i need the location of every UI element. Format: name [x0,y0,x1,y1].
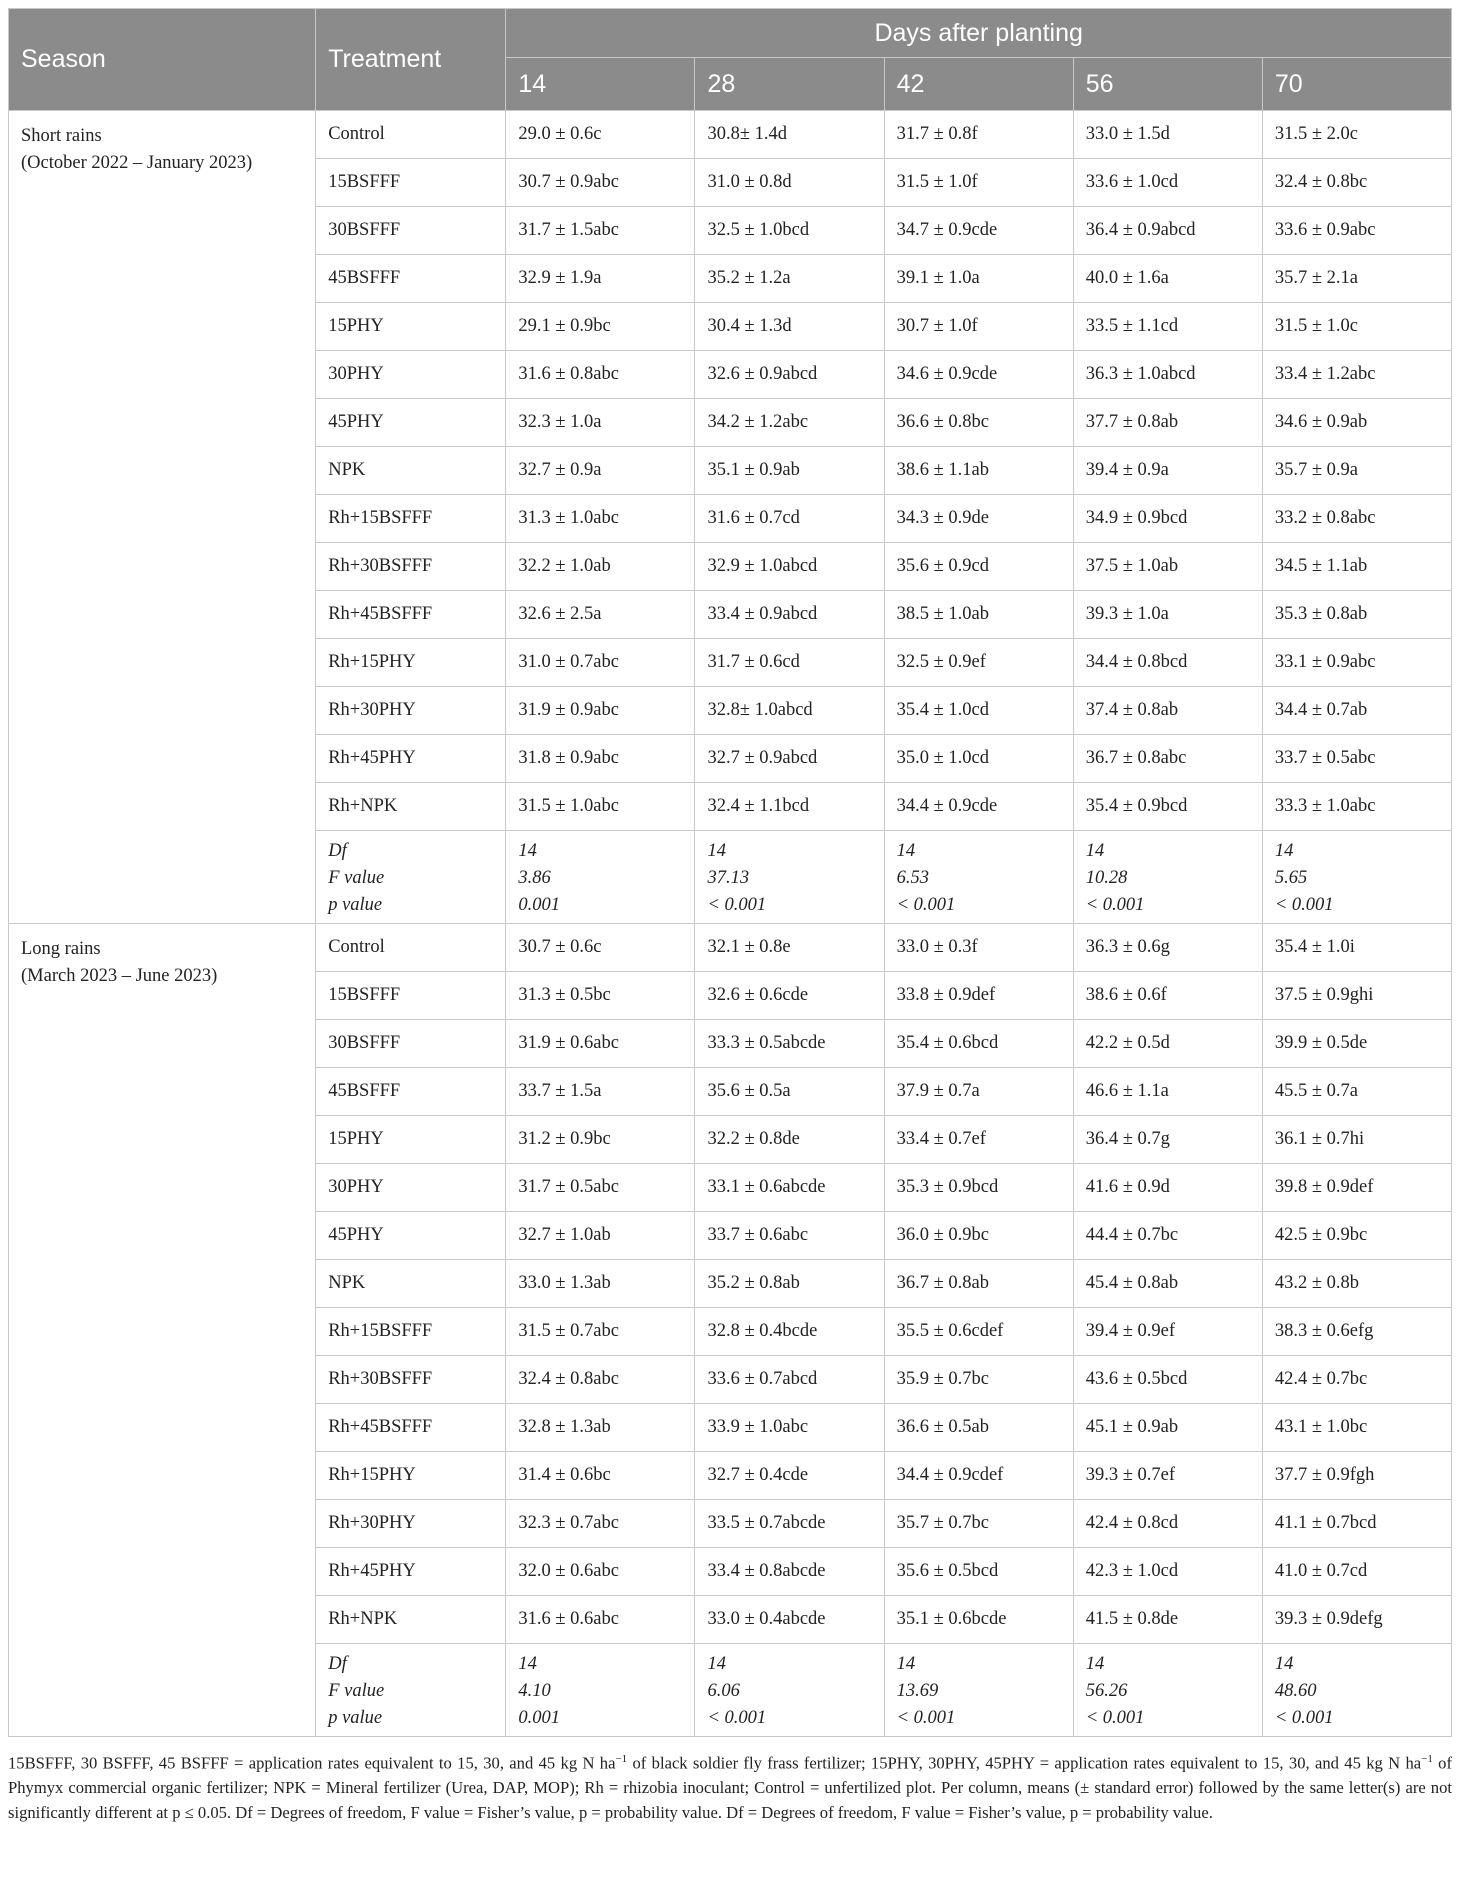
stats-value-cell [884,1644,1073,1737]
value-cell: 42.3 ± 1.0cd [1073,1548,1262,1596]
value-cell: 36.7 ± 0.8ab [884,1260,1073,1308]
treatment-cell: Rh+45PHY [316,735,506,783]
treatment-cell: 15PHY [316,303,506,351]
value-cell: 33.3 ± 1.0abc [1262,783,1451,831]
value-cell: 34.4 ± 0.9cde [884,783,1073,831]
value-cell: 32.2 ± 1.0ab [506,543,695,591]
treatment-cell: Rh+30BSFFF [316,1356,506,1404]
value-cell: 39.3 ± 0.9defg [1262,1596,1451,1644]
value-cell: 34.6 ± 0.9cde [884,351,1073,399]
value-cell: 37.5 ± 0.9ghi [1262,972,1451,1020]
value-cell: 33.4 ± 0.7ef [884,1116,1073,1164]
stats-value: 56.26 [1085,1680,1128,1701]
value-cell: 32.6 ± 2.5a [506,591,695,639]
treatment-cell: 30BSFFF [316,1020,506,1068]
value-cell: 43.2 ± 0.8b [1262,1260,1451,1308]
value-cell: 31.5 ± 1.0c [1262,303,1451,351]
value-cell: 30.4 ± 1.3d [695,303,884,351]
value-cell: 31.4 ± 0.6bc [506,1452,695,1500]
value-cell: 34.6 ± 0.9ab [1262,399,1451,447]
value-cell: 32.0 ± 0.6abc [506,1548,695,1596]
value-cell: 36.6 ± 0.8bc [884,399,1073,447]
value-cell: 45.4 ± 0.8ab [1073,1260,1262,1308]
value-cell: 34.3 ± 0.9de [884,495,1073,543]
season-period: (March 2023 – June 2023) [21,966,218,986]
stats-value-cell [1262,1644,1451,1737]
value-cell: 29.1 ± 0.9bc [506,303,695,351]
stats-label: Df [328,840,347,861]
table-row [9,924,1452,972]
treatment-cell: 45PHY [316,399,506,447]
value-cell: 31.9 ± 0.6abc [506,1020,695,1068]
value-cell: 35.9 ± 0.7bc [884,1356,1073,1404]
value-cell: 39.9 ± 0.5de [1262,1020,1451,1068]
value-cell: 33.5 ± 0.7abcde [695,1500,884,1548]
stats-value: < 0.001 [896,1707,956,1728]
stats-value: < 0.001 [896,894,956,915]
value-cell: 36.4 ± 0.7g [1073,1116,1262,1164]
value-cell: 41.5 ± 0.8de [1073,1596,1262,1644]
value-cell: 32.4 ± 1.1bcd [695,783,884,831]
treatment-cell: Rh+NPK [316,1596,506,1644]
stats-value: 0.001 [518,894,560,915]
value-cell: 33.4 ± 1.2abc [1262,351,1451,399]
value-cell: 35.7 ± 2.1a [1262,255,1451,303]
value-cell: 31.6 ± 0.8abc [506,351,695,399]
value-cell: 35.2 ± 0.8ab [695,1260,884,1308]
value-cell: 35.1 ± 0.6bcde [884,1596,1073,1644]
treatment-cell: 30PHY [316,1164,506,1212]
value-cell: 33.7 ± 0.6abc [695,1212,884,1260]
stats-value: 6.53 [896,867,929,888]
stats-value: 4.10 [518,1680,551,1701]
value-cell: 31.5 ± 1.0abc [506,783,695,831]
treatment-cell: 45PHY [316,1212,506,1260]
value-cell: 31.0 ± 0.8d [695,159,884,207]
value-cell: 33.4 ± 0.8abcde [695,1548,884,1596]
value-cell: 40.0 ± 1.6a [1073,255,1262,303]
value-cell: 33.9 ± 1.0abc [695,1404,884,1452]
treatment-cell: Rh+NPK [316,783,506,831]
value-cell: 35.7 ± 0.9a [1262,447,1451,495]
value-cell: 42.4 ± 0.8cd [1073,1500,1262,1548]
value-cell: 33.1 ± 0.6abcde [695,1164,884,1212]
stats-value: 14 [1274,840,1294,861]
value-cell: 33.7 ± 1.5a [506,1068,695,1116]
results-table [8,8,1452,1737]
season-name: Long rains [21,939,101,959]
value-cell: 37.5 ± 1.0ab [1073,543,1262,591]
value-cell: 31.5 ± 1.0f [884,159,1073,207]
value-cell: 35.5 ± 0.6cdef [884,1308,1073,1356]
value-cell: 39.3 ± 1.0a [1073,591,1262,639]
value-cell: 32.8± 1.0abcd [695,687,884,735]
value-cell: 38.5 ± 1.0ab [884,591,1073,639]
value-cell: 37.7 ± 0.8ab [1073,399,1262,447]
treatment-cell: Rh+30BSFFF [316,543,506,591]
value-cell: 32.7 ± 0.9a [506,447,695,495]
value-cell: 37.7 ± 0.9fgh [1262,1452,1451,1500]
stats-value-cell [506,831,695,924]
treatment-cell: Rh+15PHY [316,639,506,687]
value-cell: 34.4 ± 0.7ab [1262,687,1451,735]
value-cell: 32.9 ± 1.9a [506,255,695,303]
stats-labels-cell [316,1644,506,1737]
value-cell: 35.4 ± 0.9bcd [1073,783,1262,831]
value-cell: 35.4 ± 1.0i [1262,924,1451,972]
value-cell: 38.6 ± 0.6f [1073,972,1262,1020]
value-cell: 32.1 ± 0.8e [695,924,884,972]
treatment-cell: Control [316,111,506,159]
value-cell: 31.6 ± 0.6abc [506,1596,695,1644]
stats-value: 14 [1085,840,1105,861]
value-cell: 35.3 ± 0.8ab [1262,591,1451,639]
value-cell: 35.6 ± 0.9cd [884,543,1073,591]
treatment-cell: 45BSFFF [316,255,506,303]
value-cell: 35.1 ± 0.9ab [695,447,884,495]
stats-value: 3.86 [518,867,551,888]
value-cell: 36.7 ± 0.8abc [1073,735,1262,783]
stats-value: 37.13 [707,867,750,888]
days-after-planting-header: Days after planting [506,9,1452,58]
value-cell: 31.3 ± 0.5bc [506,972,695,1020]
table-body [9,111,1452,1737]
treatment-cell: 15BSFFF [316,972,506,1020]
value-cell: 30.7 ± 0.6c [506,924,695,972]
value-cell: 31.5 ± 2.0c [1262,111,1451,159]
day-column-header: 70 [1262,58,1451,111]
value-cell: 32.3 ± 0.7abc [506,1500,695,1548]
treatment-cell: Rh+45PHY [316,1548,506,1596]
value-cell: 31.0 ± 0.7abc [506,639,695,687]
table-header [9,9,1452,111]
footnote-text: of Phymyx commercial organic fertilizer; NPK = Mineral fertilizer (Urea, DAP, MOP); Rh = rhizobia inoculant; Control = unfertilized plot. Per column, means (± standard error) followed by the same letter(s) are not significantly different at p ≤ 0.05. Df = Degrees of freedom, F value = Fisher’s value, p = probability value. Df = Degrees of freedom, F value = Fisher’s value, p = probability value. [8,1753,1452,1822]
stats-value: < 0.001 [1274,1707,1334,1728]
day-column-header: 56 [1073,58,1262,111]
value-cell: 32.6 ± 0.9abcd [695,351,884,399]
treatment-cell: 30BSFFF [316,207,506,255]
value-cell: 31.8 ± 0.9abc [506,735,695,783]
value-cell: 38.6 ± 1.1ab [884,447,1073,495]
season-cell [9,924,316,1737]
stats-value: 14 [896,840,916,861]
stats-value: 14 [1274,1653,1294,1674]
treatment-cell: Rh+15BSFFF [316,495,506,543]
treatment-cell: Control [316,924,506,972]
treatment-cell: Rh+30PHY [316,687,506,735]
value-cell: 31.2 ± 0.9bc [506,1116,695,1164]
season-period: (October 2022 – January 2023) [21,153,253,173]
value-cell: 46.6 ± 1.1a [1073,1068,1262,1116]
value-cell: 32.7 ± 1.0ab [506,1212,695,1260]
season-column-header: Season [9,9,316,111]
stats-value: < 0.001 [707,894,767,915]
footnote-superscript: −1 [615,1753,628,1765]
value-cell: 34.9 ± 0.9bcd [1073,495,1262,543]
value-cell: 34.5 ± 1.1ab [1262,543,1451,591]
value-cell: 35.6 ± 0.5a [695,1068,884,1116]
value-cell: 39.4 ± 0.9a [1073,447,1262,495]
value-cell: 43.1 ± 1.0bc [1262,1404,1451,1452]
value-cell: 32.7 ± 0.9abcd [695,735,884,783]
value-cell: 36.4 ± 0.9abcd [1073,207,1262,255]
value-cell: 32.5 ± 0.9ef [884,639,1073,687]
value-cell: 42.5 ± 0.9bc [1262,1212,1451,1260]
treatment-cell: 15PHY [316,1116,506,1164]
stats-value: < 0.001 [1085,894,1145,915]
stats-value-cell [1262,831,1451,924]
value-cell: 37.9 ± 0.7a [884,1068,1073,1116]
value-cell: 30.7 ± 0.9abc [506,159,695,207]
treatment-cell: 15BSFFF [316,159,506,207]
value-cell: 32.5 ± 1.0bcd [695,207,884,255]
value-cell: 41.1 ± 0.7bcd [1262,1500,1451,1548]
day-column-header: 42 [884,58,1073,111]
value-cell: 32.8 ± 0.4bcde [695,1308,884,1356]
value-cell: 36.3 ± 0.6g [1073,924,1262,972]
table-row [9,111,1452,159]
treatment-cell: Rh+45BSFFF [316,1404,506,1452]
value-cell: 32.7 ± 0.4cde [695,1452,884,1500]
footnote-text: of black soldier fly frass fertilizer; 15PHY, 30PHY, 45PHY = application rates equivalent to 15, 30, and 45 kg N ha [627,1753,1422,1773]
stats-labels-cell [316,831,506,924]
stats-label: F value [328,1680,385,1701]
value-cell: 35.2 ± 1.2a [695,255,884,303]
value-cell: 30.8± 1.4d [695,111,884,159]
value-cell: 33.1 ± 0.9abc [1262,639,1451,687]
treatment-column-header: Treatment [316,9,506,111]
value-cell: 45.1 ± 0.9ab [1073,1404,1262,1452]
value-cell: 33.3 ± 0.5abcde [695,1020,884,1068]
value-cell: 35.0 ± 1.0cd [884,735,1073,783]
day-column-header: 14 [506,58,695,111]
value-cell: 30.7 ± 1.0f [884,303,1073,351]
season-cell [9,111,316,924]
footnote-text: 15BSFFF, 30 BSFFF, 45 BSFFF = application rates equivalent to 15, 30, and 45 kg N ha [8,1753,616,1773]
value-cell: 32.8 ± 1.3ab [506,1404,695,1452]
value-cell: 29.0 ± 0.6c [506,111,695,159]
value-cell: 33.6 ± 0.9abc [1262,207,1451,255]
stats-value: < 0.001 [1274,894,1334,915]
value-cell: 35.6 ± 0.5bcd [884,1548,1073,1596]
value-cell: 34.2 ± 1.2abc [695,399,884,447]
treatment-cell: 30PHY [316,351,506,399]
value-cell: 35.4 ± 0.6bcd [884,1020,1073,1068]
value-cell: 31.7 ± 0.8f [884,111,1073,159]
stats-value: 48.60 [1274,1680,1317,1701]
stats-value-cell [506,1644,695,1737]
value-cell: 35.4 ± 1.0cd [884,687,1073,735]
value-cell: 42.4 ± 0.7bc [1262,1356,1451,1404]
stats-value-cell [884,831,1073,924]
value-cell: 31.9 ± 0.9abc [506,687,695,735]
stats-value: 14 [896,1653,916,1674]
stats-label: p value [328,894,383,915]
value-cell: 31.7 ± 0.5abc [506,1164,695,1212]
value-cell: 33.2 ± 0.8abc [1262,495,1451,543]
value-cell: 39.1 ± 1.0a [884,255,1073,303]
value-cell: 39.8 ± 0.9def [1262,1164,1451,1212]
value-cell: 33.8 ± 0.9def [884,972,1073,1020]
value-cell: 43.6 ± 0.5bcd [1073,1356,1262,1404]
stats-value: 14 [707,1653,726,1674]
value-cell: 34.4 ± 0.9cdef [884,1452,1073,1500]
value-cell: 33.6 ± 0.7abcd [695,1356,884,1404]
value-cell: 33.0 ± 1.5d [1073,111,1262,159]
stats-value: 14 [1085,1653,1105,1674]
value-cell: 35.3 ± 0.9bcd [884,1164,1073,1212]
stats-value: 10.28 [1085,867,1128,888]
value-cell: 33.0 ± 0.4abcde [695,1596,884,1644]
value-cell: 32.9 ± 1.0abcd [695,543,884,591]
stats-value-cell [695,1644,884,1737]
value-cell: 32.3 ± 1.0a [506,399,695,447]
stats-value: 14 [707,840,726,861]
stats-value: < 0.001 [1085,1707,1145,1728]
value-cell: 31.6 ± 0.7cd [695,495,884,543]
stats-value: 14 [518,840,537,861]
value-cell: 45.5 ± 0.7a [1262,1068,1451,1116]
footnote-superscript: −1 [1421,1753,1433,1765]
value-cell: 32.4 ± 0.8abc [506,1356,695,1404]
value-cell: 31.5 ± 0.7abc [506,1308,695,1356]
treatment-cell: Rh+15BSFFF [316,1308,506,1356]
stats-value: 5.65 [1274,867,1308,888]
value-cell: 36.0 ± 0.9bc [884,1212,1073,1260]
value-cell: 33.5 ± 1.1cd [1073,303,1262,351]
treatment-cell: NPK [316,1260,506,1308]
value-cell: 42.2 ± 0.5d [1073,1020,1262,1068]
stats-label: Df [328,1653,347,1674]
value-cell: 36.1 ± 0.7hi [1262,1116,1451,1164]
day-column-header: 28 [695,58,884,111]
value-cell: 33.0 ± 1.3ab [506,1260,695,1308]
treatment-cell: 45BSFFF [316,1068,506,1116]
stats-value-cell [1073,1644,1262,1737]
stats-value-cell [1073,831,1262,924]
stats-label: p value [328,1707,383,1728]
value-cell: 32.4 ± 0.8bc [1262,159,1451,207]
stats-value: 14 [518,1653,537,1674]
table-container [8,8,1452,1825]
stats-value: 6.06 [707,1680,740,1701]
treatment-cell: Rh+45BSFFF [316,591,506,639]
value-cell: 37.4 ± 0.8ab [1073,687,1262,735]
treatment-cell: Rh+15PHY [316,1452,506,1500]
table-footnote [8,1747,1452,1825]
value-cell: 41.0 ± 0.7cd [1262,1548,1451,1596]
stats-value-cell [695,831,884,924]
value-cell: 32.6 ± 0.6cde [695,972,884,1020]
value-cell: 36.6 ± 0.5ab [884,1404,1073,1452]
value-cell: 38.3 ± 0.6efg [1262,1308,1451,1356]
value-cell: 31.7 ± 1.5abc [506,207,695,255]
value-cell: 34.4 ± 0.8bcd [1073,639,1262,687]
value-cell: 44.4 ± 0.7bc [1073,1212,1262,1260]
value-cell: 31.7 ± 0.6cd [695,639,884,687]
value-cell: 36.3 ± 1.0abcd [1073,351,1262,399]
value-cell: 39.3 ± 0.7ef [1073,1452,1262,1500]
value-cell: 33.0 ± 0.3f [884,924,1073,972]
value-cell: 33.4 ± 0.9abcd [695,591,884,639]
value-cell: 41.6 ± 0.9d [1073,1164,1262,1212]
stats-label: F value [328,867,385,888]
stats-value: 0.001 [518,1707,560,1728]
value-cell: 32.2 ± 0.8de [695,1116,884,1164]
season-name: Short rains [21,126,102,146]
stats-value: 13.69 [896,1680,939,1701]
value-cell: 34.7 ± 0.9cde [884,207,1073,255]
treatment-cell: Rh+30PHY [316,1500,506,1548]
stats-value: < 0.001 [707,1707,767,1728]
value-cell: 33.7 ± 0.5abc [1262,735,1451,783]
value-cell: 33.6 ± 1.0cd [1073,159,1262,207]
value-cell: 35.7 ± 0.7bc [884,1500,1073,1548]
treatment-cell: NPK [316,447,506,495]
value-cell: 39.4 ± 0.9ef [1073,1308,1262,1356]
value-cell: 31.3 ± 1.0abc [506,495,695,543]
